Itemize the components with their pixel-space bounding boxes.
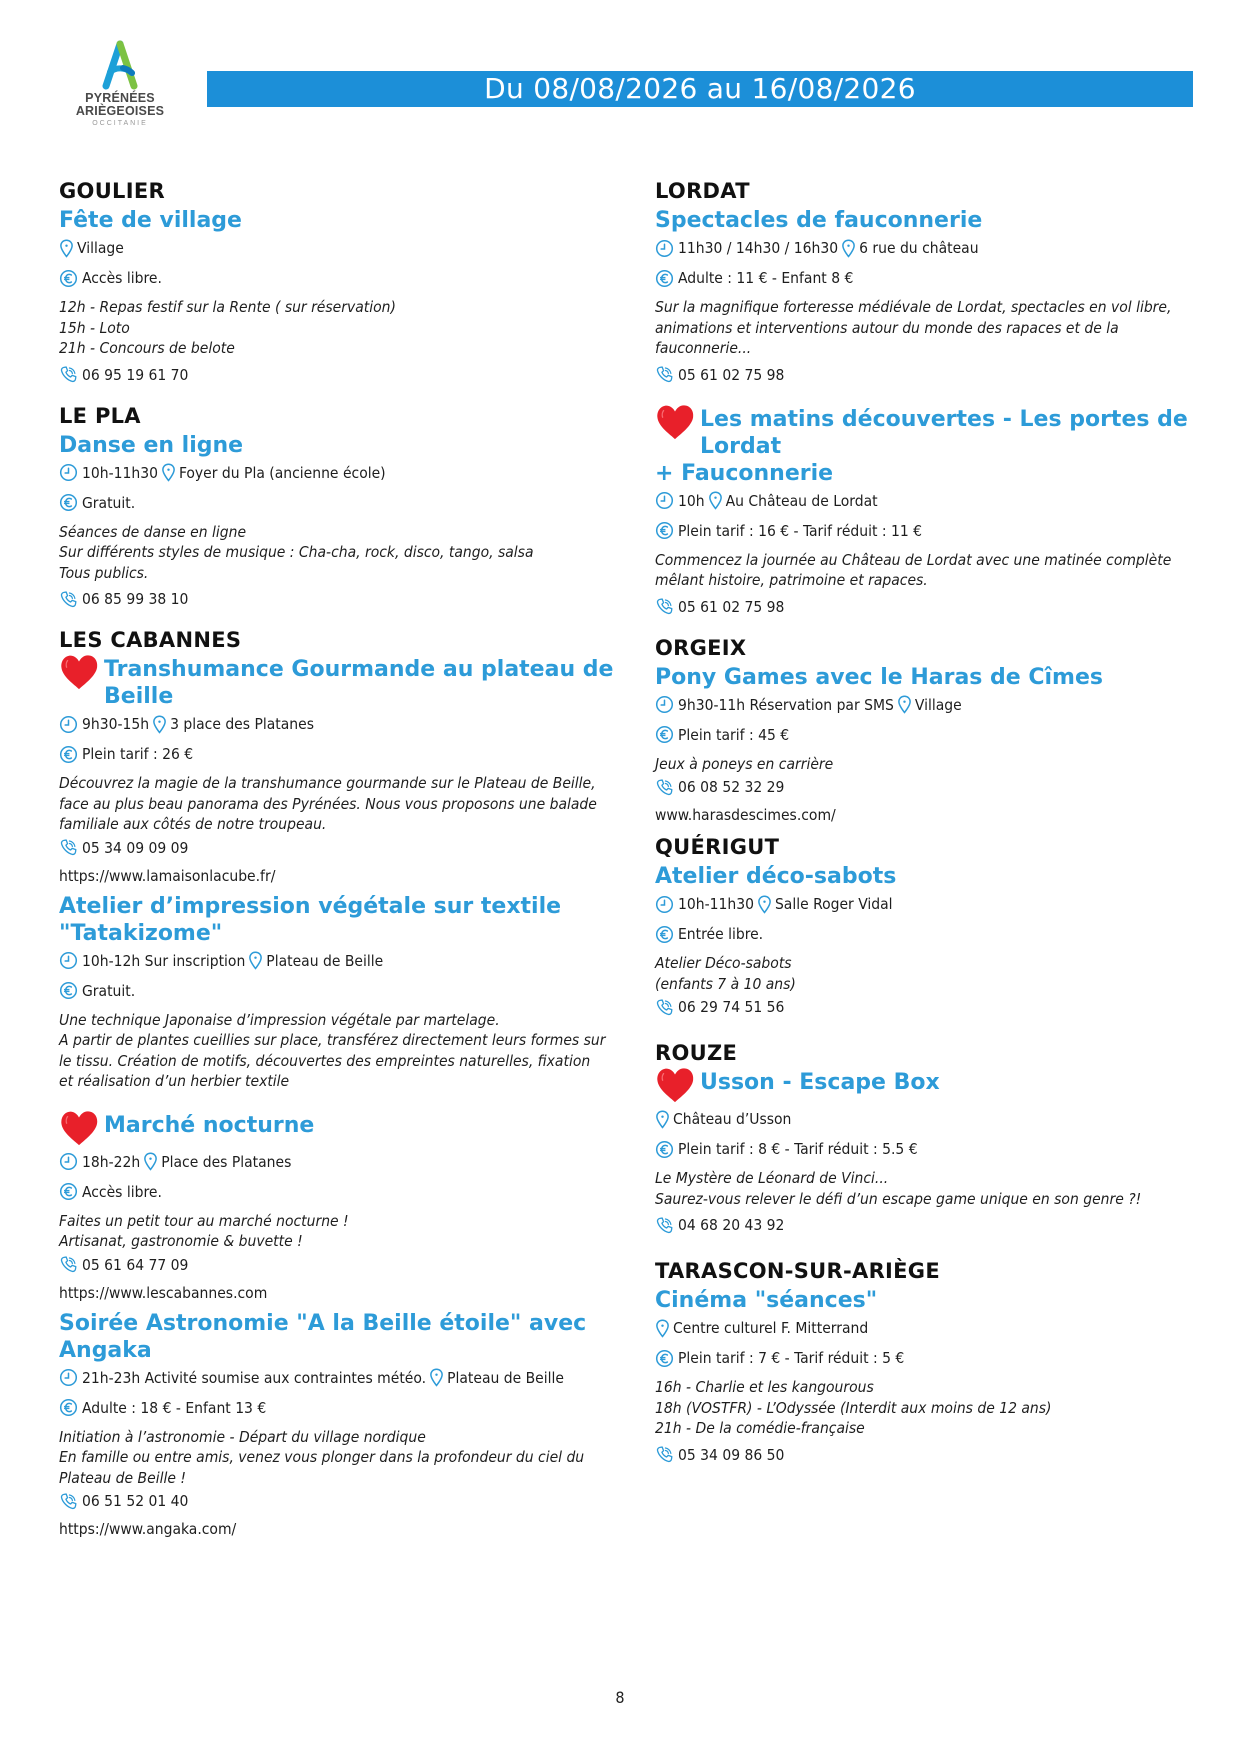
event-title-text: Les matins découvertes - Les portes de Lordat	[700, 406, 1188, 459]
description-line: Faites un petit tour au marché nocturne !	[59, 1211, 349, 1230]
description-line: et réalisation d’un herbier textile	[59, 1072, 290, 1090]
event-phone-row	[655, 596, 1210, 618]
town-section-querigut	[655, 832, 1210, 1018]
event-price: Entrée libre.	[678, 925, 764, 943]
location-pin-icon	[143, 1152, 158, 1171]
event-title	[59, 432, 614, 459]
clock-icon	[59, 1368, 78, 1387]
event-place: Centre culturel F. Mitterrand	[673, 1319, 869, 1337]
event-title-text: Soirée Astronomie "A la Beille étoile" avec Angaka	[59, 1310, 587, 1363]
event-description	[59, 773, 614, 835]
event-place: Salle Roger Vidal	[774, 895, 893, 913]
event-place: Plateau de Beille	[447, 1368, 564, 1387]
event-price-row	[655, 267, 1210, 289]
event-title	[59, 656, 614, 710]
event-title-text: Danse en ligne	[59, 432, 244, 458]
event-phone[interactable]: 05 34 09 09 09	[82, 838, 189, 857]
event-phone[interactable]: 05 34 09 86 50	[678, 1445, 785, 1464]
phone-icon	[59, 1492, 78, 1511]
event-place: Place des Platanes	[161, 1152, 292, 1171]
event-phone-row	[59, 1254, 614, 1276]
event-title-text: Usson - Escape Box	[700, 1070, 940, 1095]
event-description	[59, 297, 614, 359]
euro-icon	[59, 493, 78, 512]
heart-icon	[654, 1065, 696, 1105]
event-price-row	[59, 980, 614, 1002]
clock-icon	[59, 463, 78, 482]
event-time: 10h	[678, 491, 705, 510]
event-description	[59, 1010, 614, 1092]
description-line: animations et interventions autour du monde des rapaces et de la	[655, 318, 1119, 337]
phone-icon	[655, 778, 674, 797]
description-line: Le Mystère de Léonard de Vinci...	[655, 1169, 889, 1187]
location-pin-icon	[655, 1319, 670, 1338]
heart-icon	[654, 402, 696, 442]
event-description	[59, 1211, 614, 1252]
event-title-text: + Fauconnerie	[655, 460, 834, 486]
location-pin-icon	[429, 1368, 444, 1387]
location-pin-icon	[757, 895, 772, 914]
logo-line-1: PYRÉNÉES	[85, 91, 155, 105]
phone-icon	[59, 1255, 78, 1274]
clock-icon	[59, 1152, 78, 1171]
location-pin-icon	[161, 463, 176, 482]
phone-icon	[655, 1216, 674, 1235]
event-title-text: Spectacles de fauconnerie	[655, 208, 983, 233]
phone-icon	[59, 590, 78, 609]
euro-icon	[655, 1140, 674, 1159]
event-price: Adulte : 18 € - Enfant 13 €	[82, 1398, 267, 1417]
event-website-link[interactable]: https://www.lescabannes.com	[59, 1283, 268, 1302]
event-info-row	[655, 1108, 1210, 1130]
description-line: Séances de danse en ligne	[59, 522, 247, 541]
event-card	[655, 207, 1210, 386]
event-title-text: Atelier déco-sabots	[655, 864, 897, 889]
location-pin-icon	[841, 239, 856, 258]
event-card	[59, 207, 614, 386]
event-title	[655, 1069, 1210, 1105]
description-line: Plateau de Beille !	[59, 1468, 186, 1487]
description-line: (enfants 7 à 10 ans)	[655, 974, 796, 993]
description-line: Saurez-vous relever le défi d’un escape game unique en son genre ?!	[655, 1189, 1142, 1208]
event-price: Plein tarif : 8 € - Tarif réduit : 5.5 €	[678, 1140, 918, 1158]
event-website-link[interactable]: https://www.lamaisonlacube.fr/	[59, 866, 276, 885]
location-pin-icon	[152, 715, 167, 734]
event-price: Accès libre.	[82, 1182, 162, 1201]
event-info-row	[59, 713, 614, 735]
event-title-text: "Tatakizome"	[59, 920, 223, 946]
event-time: 21h-23h Activité soumise aux contraintes météo.	[82, 1368, 427, 1387]
event-website-link[interactable]: https://www.angaka.com/	[59, 1520, 237, 1538]
description-line: le tissu. Création de motifs, découvertes des empreintes naturelles, fixation	[59, 1051, 591, 1070]
town-name: LORDAT	[655, 179, 750, 203]
town-section-lordat	[655, 176, 1210, 618]
event-price-row	[655, 1138, 1210, 1160]
euro-icon	[655, 269, 674, 288]
event-title-text: Cinéma "séances"	[655, 1288, 878, 1313]
event-price-row	[655, 520, 1210, 542]
event-place: Au Château de Lordat	[725, 491, 878, 510]
town-name: TARASCON-SUR-ARIÈGE	[655, 1259, 940, 1283]
town-section-tarascon-sur-ariege	[655, 1256, 1210, 1466]
event-card	[59, 1112, 614, 1304]
euro-icon	[59, 1398, 78, 1417]
logo-line-3: OCCITANIE	[92, 120, 148, 127]
page-number: 8	[615, 1688, 625, 1707]
event-website-link[interactable]: www.harasdescimes.com/	[655, 806, 836, 824]
event-phone-row	[655, 1214, 1210, 1236]
event-title-line	[655, 406, 1210, 460]
brand-logo	[70, 40, 170, 127]
event-time: 18h-22h	[82, 1152, 141, 1171]
town-name: GOULIER	[59, 179, 165, 203]
euro-icon	[59, 745, 78, 764]
event-price: Plein tarif : 7 € - Tarif réduit : 5 €	[678, 1349, 905, 1367]
description-line: Artisanat, gastronomie & buvette !	[59, 1232, 303, 1250]
clock-icon	[59, 951, 78, 970]
event-title-text: Pony Games avec le Haras de Cîmes	[655, 664, 1103, 690]
description-line: 12h - Repas festif sur la Rente ( sur réservation)	[59, 298, 396, 316]
description-line: En famille ou entre amis, venez vous plonger dans la profondeur du ciel du	[59, 1448, 585, 1466]
phone-icon	[655, 597, 674, 616]
phone-icon	[655, 998, 674, 1017]
description-line: mêlant histoire, patrimoine et rapaces.	[655, 571, 928, 589]
event-phone-row	[59, 1490, 614, 1512]
event-info-row	[655, 893, 1210, 915]
event-place: Plateau de Beille	[266, 951, 384, 970]
event-time: 9h30-11h Réservation par SMS	[678, 695, 894, 714]
event-price: Adulte : 11 € - Enfant 8 €	[678, 269, 854, 287]
event-info-row	[655, 1317, 1210, 1339]
event-place: Château d’Usson	[673, 1110, 792, 1128]
euro-icon	[59, 1182, 78, 1201]
event-phone-row	[59, 588, 614, 610]
description-line: Sur la magnifique forteresse médiévale de Lordat, spectacles en vol libre,	[655, 298, 1172, 316]
event-title	[59, 893, 614, 947]
description-line: A partir de plantes cueillies sur place, transférez directement leurs formes sur	[59, 1031, 606, 1049]
event-description	[655, 953, 1210, 994]
event-title	[655, 406, 1210, 487]
event-description	[655, 754, 1210, 775]
description-line: familiale aux côtés de notre troupeau.	[59, 815, 327, 833]
description-line: Une technique Japonaise d’impression végétale par martelage.	[59, 1010, 500, 1029]
event-phone[interactable]: 05 61 02 75 98	[678, 365, 785, 384]
clock-icon	[59, 715, 78, 734]
phone-icon	[59, 365, 78, 384]
event-card	[655, 1069, 1210, 1236]
event-info-row	[59, 1367, 614, 1389]
description-line: face au plus beau panorama des Pyrénées. Nous vous proposons une balade	[59, 794, 597, 813]
event-title	[655, 207, 1210, 234]
clock-icon	[655, 491, 674, 510]
event-title-text: Transhumance Gourmande au plateau de Beille	[104, 657, 614, 709]
event-price-row	[655, 724, 1210, 746]
event-title-text: Atelier d’impression végétale sur textile	[59, 893, 562, 919]
euro-icon	[655, 1349, 674, 1368]
event-time: 10h-11h30	[678, 895, 754, 913]
event-price-row	[655, 1347, 1210, 1369]
phone-icon	[655, 365, 674, 384]
event-phone[interactable]: 04 68 20 43 92	[678, 1216, 785, 1234]
event-info-row	[59, 462, 614, 484]
event-place: Village	[77, 239, 124, 257]
event-title	[59, 1310, 614, 1364]
event-phone-row	[59, 364, 614, 386]
event-card	[655, 664, 1210, 827]
event-phone[interactable]: 05 61 64 77 09	[82, 1255, 189, 1274]
town-section-orgeix	[655, 633, 1210, 827]
event-time: 10h-11h30	[82, 463, 158, 482]
town-section-les-cabannes	[59, 625, 614, 1540]
event-info-row	[655, 694, 1210, 716]
description-line: 18h (VOSTFR) - L’Odyssée (Interdit aux moins de 12 ans)	[655, 1398, 1052, 1417]
event-phone[interactable]: 05 61 02 75 98	[678, 597, 785, 616]
event-title	[59, 207, 614, 234]
event-price-row	[655, 923, 1210, 945]
description-line: Jeux à poneys en carrière	[655, 754, 834, 773]
event-card	[655, 1287, 1210, 1466]
event-price-row	[59, 1181, 614, 1203]
town-section-rouze	[655, 1038, 1210, 1236]
event-title	[655, 863, 1210, 890]
event-price-row	[59, 492, 614, 514]
event-phone-row	[655, 996, 1210, 1018]
logo-line-2: ARIÈGEOISES	[75, 104, 165, 118]
event-phone[interactable]: 06 51 52 01 40	[82, 1492, 189, 1510]
event-price: Gratuit.	[82, 981, 136, 1000]
event-title-text: Marché nocturne	[104, 1112, 315, 1138]
event-time: 11h30 / 14h30 / 16h30	[678, 239, 839, 257]
event-phone[interactable]: 06 08 52 32 29	[678, 778, 785, 796]
event-phone-row	[655, 1444, 1210, 1466]
description-line: Initiation à l’astronomie - Départ du village nordique	[59, 1427, 426, 1446]
description-line: Découvrez la magie de la transhumance gourmande sur le Plateau de Beille,	[59, 774, 596, 792]
clock-icon	[655, 239, 674, 258]
event-phone[interactable]: 06 95 19 61 70	[82, 365, 189, 384]
event-card	[59, 656, 614, 887]
location-pin-icon	[248, 951, 263, 970]
event-description	[59, 1427, 614, 1489]
town-section-goulier	[59, 176, 614, 386]
event-price: Accès libre.	[82, 269, 162, 287]
town-name: LES CABANNES	[59, 628, 242, 652]
event-price: Plein tarif : 45 €	[678, 725, 790, 744]
description-line: fauconnerie...	[655, 339, 752, 357]
event-time: 10h-12h Sur inscription	[82, 951, 246, 970]
event-description	[59, 522, 614, 584]
event-price-row	[59, 743, 614, 765]
event-time: 9h30-15h	[82, 715, 150, 733]
event-info-row	[655, 237, 1210, 259]
euro-icon	[59, 981, 78, 1000]
logo-mark-icon	[97, 40, 143, 92]
description-line: Atelier Déco-sabots	[655, 954, 792, 972]
event-description	[655, 1168, 1210, 1209]
event-description	[655, 1377, 1210, 1439]
event-phone-row	[655, 364, 1210, 386]
description-line: 15h - Loto	[59, 318, 130, 337]
event-info-row	[59, 1151, 614, 1173]
event-price-row	[59, 1397, 614, 1419]
town-name: QUÉRIGUT	[655, 835, 780, 859]
phone-icon	[655, 1445, 674, 1464]
description-line: Sur différents styles de musique : Cha-cha, rock, disco, tango, salsa	[59, 543, 534, 561]
euro-icon	[59, 269, 78, 288]
euro-icon	[655, 521, 674, 540]
event-phone[interactable]: 06 85 99 38 10	[82, 590, 189, 608]
phone-icon	[59, 838, 78, 857]
event-description	[655, 550, 1210, 591]
event-info-row	[59, 237, 614, 259]
description-line: Tous publics.	[59, 563, 149, 582]
heart-icon	[58, 652, 100, 692]
description-line: Commencez la journée au Château de Lordat avec une matinée complète	[655, 550, 1172, 569]
location-pin-icon	[655, 1110, 670, 1129]
event-card	[59, 432, 614, 611]
event-description	[655, 297, 1210, 359]
town-name: ROUZE	[655, 1041, 738, 1065]
euro-icon	[655, 925, 674, 944]
description-line: 21h - De la comédie-française	[655, 1419, 865, 1437]
town-name: LE PLA	[59, 403, 141, 428]
event-price: Plein tarif : 16 € - Tarif réduit : 11 €	[678, 521, 923, 540]
location-pin-icon	[59, 239, 74, 258]
event-price: Gratuit.	[82, 493, 136, 512]
date-range-banner: Du 08/08/2026 au 16/08/2026	[207, 71, 1193, 107]
event-info-row	[655, 490, 1210, 512]
event-info-row	[59, 950, 614, 972]
euro-icon	[655, 725, 674, 744]
right-column	[655, 176, 1210, 1481]
description-line: 21h - Concours de belote	[59, 339, 235, 357]
town-name: ORGEIX	[655, 635, 747, 660]
event-title	[59, 1112, 614, 1148]
event-price-row	[59, 267, 614, 289]
event-card	[655, 406, 1210, 618]
event-phone[interactable]: 06 29 74 51 56	[678, 998, 785, 1016]
event-phone-row	[59, 837, 614, 859]
event-phone-row	[655, 776, 1210, 798]
location-pin-icon	[708, 491, 723, 510]
event-price: Plein tarif : 26 €	[82, 745, 194, 763]
town-section-le-pla	[59, 401, 614, 611]
location-pin-icon	[897, 695, 912, 714]
event-place: Village	[914, 695, 962, 714]
event-place: 3 place des Platanes	[170, 715, 314, 733]
event-title-text: Fête de village	[59, 208, 242, 233]
left-column	[59, 176, 614, 1555]
event-title	[655, 664, 1210, 691]
event-place: Foyer du Pla (ancienne école)	[178, 463, 386, 482]
description-line: 16h - Charlie et les kangourous	[655, 1378, 874, 1396]
clock-icon	[655, 695, 674, 714]
event-place: 6 rue du château	[859, 239, 979, 257]
event-card	[59, 893, 614, 1092]
clock-icon	[655, 895, 674, 914]
event-title	[655, 1287, 1210, 1314]
heart-icon	[58, 1108, 100, 1148]
event-card	[59, 1310, 614, 1541]
event-card	[655, 863, 1210, 1018]
